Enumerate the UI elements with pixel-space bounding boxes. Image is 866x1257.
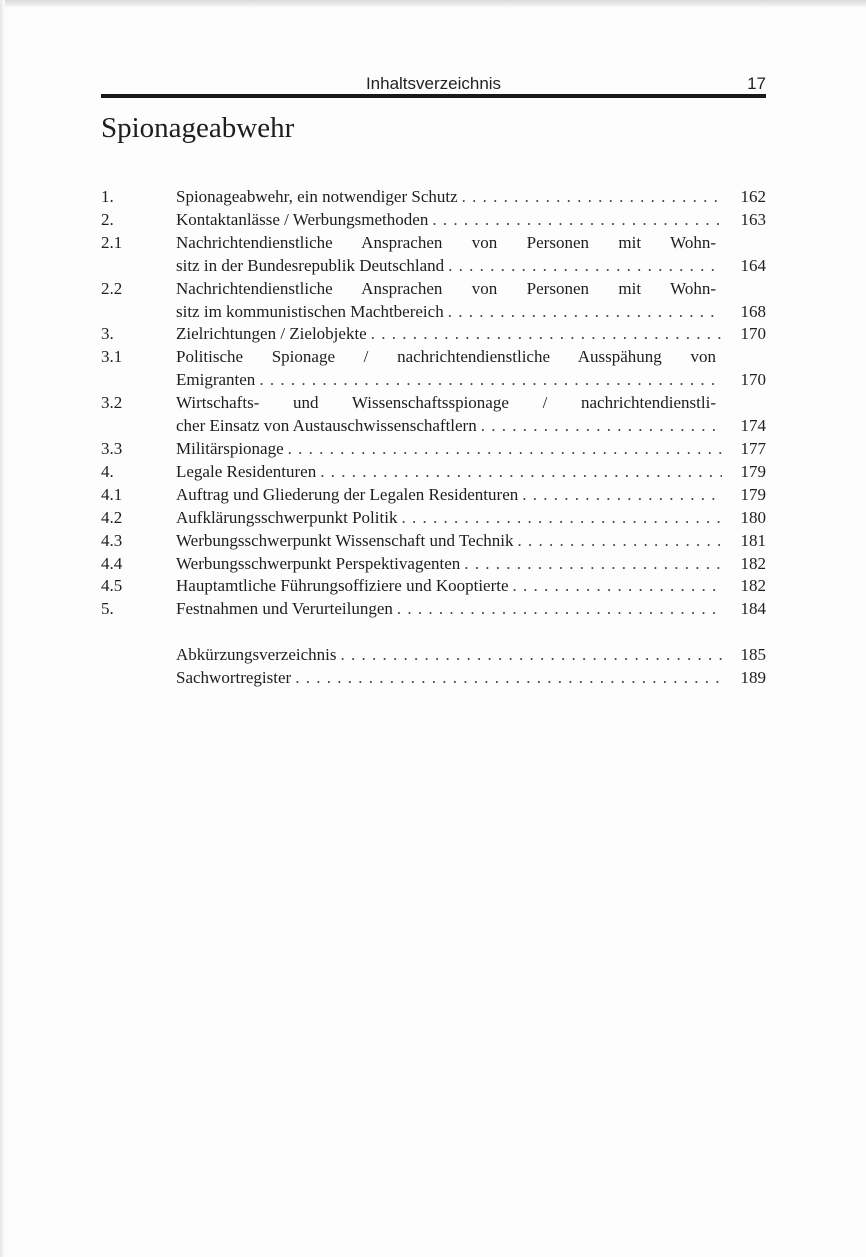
toc-entry-body: [176, 438, 766, 461]
toc-entry-page-number: 164: [740, 255, 766, 275]
toc-entry-last-line: [176, 369, 766, 392]
toc-entry: [101, 644, 766, 667]
toc-entry-number: 3.3: [101, 438, 123, 458]
toc-entry-title-line: Politische Spionage / nachrichtendienstliche Ausspähung von: [176, 347, 716, 367]
toc-entry-body: [176, 209, 766, 232]
toc-entry-number: 4.2: [101, 507, 123, 527]
toc-entry-body: [176, 667, 766, 690]
toc-entry-title: Auftrag und Gliederung der Legalen Residenturen: [176, 484, 519, 504]
toc-entry-title: Militärspionage: [176, 438, 284, 458]
toc-entry-body: [176, 323, 766, 346]
toc-entry-body: [176, 598, 766, 621]
dot-leader: [397, 507, 722, 530]
toc-entry-last-line: [176, 255, 766, 278]
dot-leader: [460, 553, 722, 576]
toc-entry-page-number: 163: [740, 209, 766, 229]
toc-entry: [101, 209, 766, 232]
toc-entry-number: 2.2: [101, 278, 123, 298]
toc-entry-page-number: 182: [740, 576, 766, 596]
toc-entry-body: [176, 232, 766, 278]
toc-entry-last-line: [176, 530, 766, 553]
toc-entry-last-line: [176, 575, 766, 598]
toc-entry-body: [176, 575, 766, 598]
toc-entry-last-line: [176, 507, 766, 530]
dot-leader: [428, 209, 722, 232]
toc-entry-page-number: 184: [740, 599, 766, 619]
toc-entry-number: 1.: [101, 187, 114, 206]
toc-entry-page-number: 182: [740, 553, 766, 573]
toc-entry-title: sitz im kommunistischen Machtbereich: [176, 301, 444, 321]
toc-entry: [101, 530, 766, 553]
toc-entry: [101, 186, 766, 209]
toc-entry-title: Sachwortregister: [176, 668, 292, 688]
toc-entry-title: Festnahmen und Verurteilungen: [176, 599, 393, 619]
toc-entry-number: 4.: [101, 461, 114, 481]
running-head-title: Inhaltsverzeichnis: [365, 74, 502, 93]
toc-entry: [101, 438, 766, 461]
toc-entry-number: 4.3: [101, 530, 123, 550]
toc-entry-title: sitz in der Bundesrepublik Deutschland: [176, 255, 445, 275]
toc-entry-last-line: [176, 667, 766, 690]
toc-entry-last-line: [176, 301, 766, 324]
toc-entry-number: [101, 667, 176, 690]
toc-entry-number: 4.1: [101, 484, 123, 504]
toc-entry-body: [176, 644, 766, 667]
toc-entry-number: 5.: [101, 599, 114, 619]
toc-entry-title: Legale Residenturen: [176, 461, 317, 481]
scan-edge-left: [0, 0, 5, 1257]
dot-leader: [255, 369, 722, 392]
running-head-page-number: 17: [747, 74, 766, 93]
toc-entry-page-number: 189: [740, 668, 766, 688]
toc-entry: [101, 575, 766, 598]
toc-entry-title: Spionageabwehr, ein notwendiger Schutz: [176, 187, 458, 206]
toc-entry-number: 3.1: [101, 347, 123, 367]
toc-entry-last-line: [176, 323, 766, 346]
toc-entry-body: [176, 553, 766, 576]
toc-entry-page-number: 180: [740, 507, 766, 527]
toc-entry-title: Werbungsschwerpunkt Perspektivagenten: [176, 553, 461, 573]
toc-entry-number: [101, 644, 176, 667]
toc-entry-page-number: 162: [740, 187, 766, 206]
toc-entry-body: [176, 346, 766, 392]
section-gap: [101, 621, 766, 644]
toc-entry-page-number: 179: [740, 461, 766, 481]
dot-leader: [477, 415, 722, 438]
toc-entry-title: Hauptamtliche Führungsoffiziere und Kooptierte: [176, 576, 509, 596]
dot-leader: [518, 484, 722, 507]
toc-entry: [101, 507, 766, 530]
toc-entry-page-number: 170: [740, 324, 766, 344]
toc-entry-page-number: 168: [740, 301, 766, 321]
dot-leader: [444, 301, 722, 324]
toc-entry: [101, 553, 766, 576]
chapter-title: Spionageabwehr: [101, 112, 295, 144]
toc-entry: [101, 598, 766, 621]
dot-leader: [337, 644, 722, 667]
running-head: [101, 74, 766, 96]
toc-entry-number: 2.1: [101, 232, 123, 252]
toc-entry-page-number: 179: [740, 484, 766, 504]
toc-entry-title: cher Einsatz von Austauschwissenschaftlern: [176, 416, 477, 436]
toc-entry-title: Kontaktanlässe / Werbungsmethoden: [176, 209, 429, 229]
toc-entry-page-number: 170: [740, 370, 766, 390]
dot-leader: [316, 461, 722, 484]
scan-edge-top: [0, 0, 866, 7]
toc-entry-body: [176, 530, 766, 553]
toc-entry-last-line: [176, 186, 766, 209]
dot-leader: [367, 323, 722, 346]
toc-entry-title: Werbungsschwerpunkt Wissenschaft und Technik: [176, 530, 514, 550]
toc-entry-page-number: 181: [740, 530, 766, 550]
dot-leader: [458, 186, 722, 209]
toc-entry-body: [176, 507, 766, 530]
toc-entry-title-line: Wirtschafts- und Wissenschaftsspionage / nachrichtendienstli-: [176, 393, 716, 413]
toc-entry: [101, 323, 766, 346]
toc-entry-page-number: 185: [740, 645, 766, 665]
toc-entry-body: [176, 484, 766, 507]
header-rule: [101, 94, 766, 98]
toc-entry-body: [176, 186, 766, 209]
toc-entry-number: 4.4: [101, 553, 123, 573]
dot-leader: [444, 255, 722, 278]
toc-entry: [101, 667, 766, 690]
dot-leader: [513, 530, 722, 553]
dot-leader: [291, 667, 722, 690]
toc-entry-body: [176, 461, 766, 484]
toc-entry-last-line: [176, 484, 766, 507]
toc-entry-title-line: Nachrichtendienstliche Ansprachen von Personen mit Wohn-: [176, 232, 716, 252]
toc-entry-title: Zielrichtungen / Zielobjekte: [176, 324, 367, 344]
toc-entry-last-line: [176, 644, 766, 667]
toc-entry-title: Abkürzungsverzeichnis: [176, 645, 337, 665]
toc-entry: [101, 484, 766, 507]
toc-entry-last-line: [176, 415, 766, 438]
toc-entry: [101, 232, 766, 278]
toc-entry-last-line: [176, 598, 766, 621]
dot-leader: [509, 575, 722, 598]
toc-entry-page-number: 174: [740, 416, 766, 436]
toc-entry-number: 4.5: [101, 576, 123, 596]
toc-entry-title-line: Nachrichtendienstliche Ansprachen von Personen mit Wohn-: [176, 278, 716, 298]
toc-entry-last-line: [176, 461, 766, 484]
toc-entry-body: [176, 392, 766, 438]
table-of-contents: [101, 186, 766, 690]
toc-entry-number: 3.2: [101, 393, 123, 413]
dot-leader: [393, 598, 722, 621]
toc-entry-title: Aufklärungsschwerpunkt Politik: [176, 507, 398, 527]
toc-entry: [101, 346, 766, 392]
toc-entry-last-line: [176, 209, 766, 232]
toc-entry-last-line: [176, 438, 766, 461]
toc-entry-page-number: 177: [740, 438, 766, 458]
toc-entry: [101, 278, 766, 324]
toc-entry-number: 2.: [101, 209, 114, 229]
toc-entry-title: Emigranten: [176, 370, 256, 390]
toc-entry-body: [176, 278, 766, 324]
toc-entry: [101, 392, 766, 438]
toc-entry-last-line: [176, 553, 766, 576]
dot-leader: [284, 438, 722, 461]
toc-entry: [101, 461, 766, 484]
toc-entry-number: 3.: [101, 324, 114, 344]
